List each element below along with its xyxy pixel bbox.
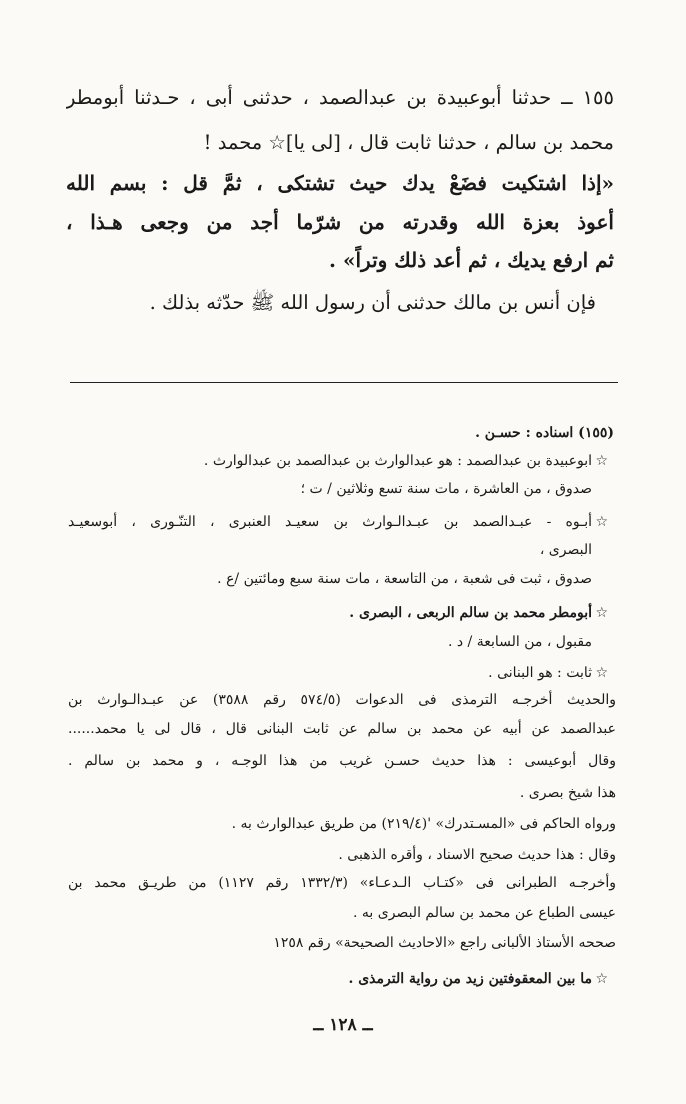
footnote-line: مقبول ، من السابعة / د . xyxy=(447,634,592,650)
hadith-line-4: أعوذ بعزة الله وقدرته من شرّما أجد من وجعى هـذا ، xyxy=(66,210,614,234)
hadith-line-5: ثم ارفع يديك ، ثم أعد ذلك وتراً» . xyxy=(329,248,614,272)
footnote-line: صححه الأستاذ الألبانى راجع «الاحاديث الصحيحة» رقم ١٢٥٨ xyxy=(273,935,616,951)
footnote-line: ابوعبيدة بن عبدالصمد : هو عبدالوارث بن عبدالصمد بن عبدالوارث . xyxy=(203,453,592,469)
footnote-line: وقال أبوعيسى : هذا حديث حسـن غريب من هذا الوجـه ، و محمد بن سالم . xyxy=(68,753,616,769)
footnote-heading: (١٥٥) اسناده : حسـن . xyxy=(475,425,614,441)
footnote-line: صدوق ، ثبت فى شعبة ، من التاسعة ، مات سنة سبع ومائتين /ع . xyxy=(217,571,592,587)
hadith-line-6: فإن أنس بن مالك حدثنى أن رسول الله ﷺ حدّثه بذلك . xyxy=(149,291,596,314)
hadith-line-2: محمد بن سالم ، حدثنا ثابت قال ، [لى يا]☆ محمد ! xyxy=(203,131,614,154)
star-marker-icon: ☆ xyxy=(595,605,608,621)
footnote-line: أبومطر محمد بن سالم الربعى ، البصرى . xyxy=(349,605,592,621)
star-marker-icon: ☆ xyxy=(595,971,608,987)
footnote-line: عبدالصمد عن أبيه عن محمد بن سالم عن ثابت البنانى قال ، قال لى يا محمد...... xyxy=(68,721,616,737)
footnote-line: البصرى ، xyxy=(539,542,592,558)
star-marker-icon: ☆ xyxy=(595,453,608,469)
footnote-line: والحديث أخرجـه الترمذى فى الدعوات (٥٧٤/٥ رقم ٣٥٨٨) عن عبـدالـوارث بن xyxy=(68,692,616,708)
footnote-line: وقال : هذا حديث صحيح الاسناد ، وأقره الذهبى . xyxy=(338,847,616,863)
footnote-divider xyxy=(70,382,618,383)
footnote-line: ورواه الحاكم فى «المسـتدرك» '(٢١٩/٤) من طريق عبدالوارث به . xyxy=(231,816,616,832)
page-number: ــ ١٢٨ ــ xyxy=(313,1015,373,1035)
footnote-line: وأخرجـه الطبرانى فى «كتـاب الـدعـاء» (١٣٣٢/٣ رقم ١١٢٧) من طريـق محمد بن xyxy=(68,875,616,891)
hadith-line-3: «إذا اشتكيت فضَعْ يدك حيث تشتكى ، ثمَّ قل : بسم الله xyxy=(66,171,614,195)
star-marker-icon: ☆ xyxy=(595,514,608,530)
hadith-line-1: ١٥٥ ــ حدثنا أبوعبيدة بن عبدالصمد ، حدثنى أبى ، حـدثنا أبومطر xyxy=(66,86,614,109)
footnote-line: أبـوه - عبـدالصمد بن عبـدالـوارث بن سعيـد العنبرى ، التنّـورى ، أبوسعيـد xyxy=(68,514,592,530)
footnote-line: ما بين المعقوفتين زيد من رواية الترمذى . xyxy=(348,971,592,987)
footnote-line: صدوق ، من العاشرة ، مات سنة تسع وثلاثين / ت ؛ xyxy=(300,481,592,497)
footnote-line: عيسى الطباع عن محمد بن سالم البصرى به . xyxy=(353,905,616,921)
footnote-line: هذا شيخ بصرى . xyxy=(519,785,616,801)
footnote-line: ثابت : هو البنانى . xyxy=(488,665,592,681)
star-marker-icon: ☆ xyxy=(595,665,608,681)
